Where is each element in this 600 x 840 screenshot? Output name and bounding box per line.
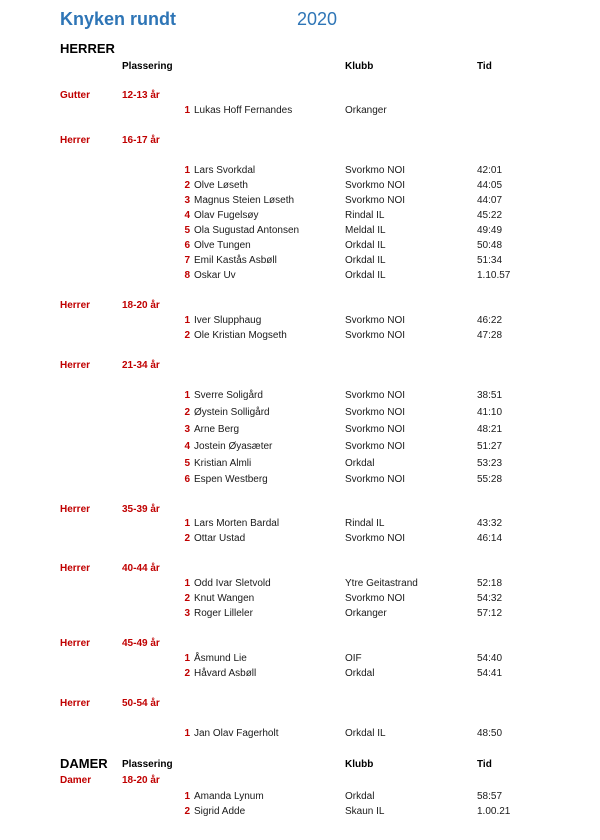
result-time: 54:32 [477, 593, 503, 604]
category-gender: Herrer [60, 698, 91, 709]
result-time: 44:07 [477, 195, 503, 206]
result-club: Orkanger [345, 608, 387, 619]
result-club: Svorkmo NOI [345, 533, 406, 544]
result-time: 54:40 [477, 653, 503, 664]
result-name: Emil Kastås Asbøll [194, 255, 277, 266]
category-gender: Herrer [60, 135, 91, 146]
result-club: Rindal IL [345, 210, 385, 221]
result-time: 54:41 [477, 668, 503, 679]
result-name: Espen Westberg [194, 474, 268, 485]
category-gender: Herrer [60, 504, 91, 515]
category-gender: Herrer [60, 563, 91, 574]
result-rank: 1 [184, 390, 190, 401]
result-rank: 5 [184, 225, 190, 236]
result-club: Svorkmo NOI [345, 330, 406, 341]
result-name: Ole Kristian Mogseth [194, 330, 287, 341]
result-rank: 2 [184, 330, 190, 341]
result-name: Øystein Solligård [194, 407, 270, 418]
result-rank: 4 [184, 441, 190, 452]
result-time: 46:14 [477, 533, 503, 544]
result-club: Orkdal [345, 668, 375, 679]
result-name: Lukas Hoff Fernandes [194, 105, 293, 116]
category-age: 50-54 år [122, 698, 160, 709]
result-rank: 6 [184, 240, 190, 251]
result-rank: 1 [184, 791, 190, 802]
result-club: Svorkmo NOI [345, 390, 406, 401]
result-name: Knut Wangen [194, 593, 255, 604]
column-header-klubb: Klubb [345, 61, 374, 72]
result-rank: 4 [184, 210, 190, 221]
result-name: Arne Berg [194, 424, 240, 435]
result-time: 44:05 [477, 180, 503, 191]
result-name: Amanda Lynum [194, 791, 264, 802]
result-rank: 3 [184, 424, 190, 435]
category-gender: Damer [60, 775, 92, 786]
category-age: 16-17 år [122, 135, 160, 146]
result-time: 1.10.57 [477, 270, 511, 281]
column-header-plassering: Plassering [122, 759, 173, 770]
result-time: 49:49 [477, 225, 503, 236]
category-age: 12-13 år [122, 90, 160, 101]
result-club: Svorkmo NOI [345, 315, 406, 326]
result-name: Iver Slupphaug [194, 315, 262, 326]
column-header-klubb: Klubb [345, 759, 374, 770]
page-title: Knyken rundt [60, 9, 177, 29]
result-name: Odd Ivar Sletvold [194, 578, 271, 589]
result-time: 45:22 [477, 210, 503, 221]
result-rank: 2 [184, 593, 190, 604]
result-club: Svorkmo NOI [345, 424, 406, 435]
result-club: Orkanger [345, 105, 387, 116]
result-club: Svorkmo NOI [345, 180, 406, 191]
year-label: 2020 [297, 9, 338, 29]
result-club: Orkdal IL [345, 255, 386, 266]
result-name: Jostein Øyasæter [194, 441, 273, 452]
result-name: Kristian Almli [194, 458, 252, 469]
category-gender: Herrer [60, 300, 91, 311]
result-name: Sigrid Adde [194, 806, 246, 817]
result-name: Olve Tungen [194, 240, 251, 251]
result-name: Magnus Steien Løseth [194, 195, 295, 206]
result-time: 48:50 [477, 728, 503, 739]
result-name: Håvard Asbøll [194, 668, 257, 679]
category-age: 18-20 år [122, 300, 160, 311]
result-time: 48:21 [477, 424, 503, 435]
column-header-tid: Tid [477, 61, 492, 72]
result-rank: 1 [184, 578, 190, 589]
result-club: Skaun IL [345, 806, 385, 817]
result-rank: 2 [184, 806, 190, 817]
section-title-herrer: HERRER [60, 41, 115, 56]
result-club: Svorkmo NOI [345, 165, 406, 176]
result-rank: 7 [184, 255, 190, 266]
result-time: 55:28 [477, 474, 503, 485]
result-rank: 2 [184, 180, 190, 191]
result-name: Olav Fugelsøy [194, 210, 259, 221]
result-time: 50:48 [477, 240, 503, 251]
result-rank: 3 [184, 195, 190, 206]
result-club: Orkdal [345, 791, 375, 802]
result-name: Sverre Soligård [194, 390, 263, 401]
category-age: 35-39 år [122, 504, 160, 515]
result-club: Rindal IL [345, 518, 385, 529]
result-club: Orkdal IL [345, 240, 386, 251]
result-club: Svorkmo NOI [345, 407, 406, 418]
result-club: Orkdal IL [345, 270, 386, 281]
result-club: Svorkmo NOI [345, 593, 406, 604]
result-name: Ottar Ustad [194, 533, 246, 544]
result-rank: 1 [184, 653, 190, 664]
result-rank: 1 [184, 315, 190, 326]
result-time: 43:32 [477, 518, 503, 529]
category-gender: Gutter [60, 90, 90, 101]
result-rank: 8 [184, 270, 190, 281]
result-rank: 2 [184, 668, 190, 679]
section-title-damer: DAMER [60, 756, 108, 771]
result-rank: 3 [184, 608, 190, 619]
result-rank: 2 [184, 407, 190, 418]
result-rank: 1 [184, 105, 190, 116]
result-time: 53:23 [477, 458, 503, 469]
category-age: 40-44 år [122, 563, 160, 574]
result-time: 42:01 [477, 165, 503, 176]
result-name: Oskar Uv [194, 270, 236, 281]
category-age: 18-20 år [122, 775, 160, 786]
result-time: 52:18 [477, 578, 503, 589]
result-club: Svorkmo NOI [345, 195, 406, 206]
result-name: Ola Sugustad Antonsen [194, 225, 300, 236]
result-name: Åsmund Lie [194, 653, 247, 664]
result-name: Olve Løseth [194, 180, 248, 191]
result-name: Jan Olav Fagerholt [194, 728, 279, 739]
result-club: OIF [345, 653, 362, 664]
result-name: Roger Lilleler [194, 608, 253, 619]
result-time: 58:57 [477, 791, 503, 802]
result-time: 41:10 [477, 407, 503, 418]
result-time: 1.00.21 [477, 806, 511, 817]
result-rank: 1 [184, 165, 190, 176]
result-club: Ytre Geitastrand [345, 578, 418, 589]
result-time: 51:34 [477, 255, 503, 266]
category-age: 45-49 år [122, 638, 160, 649]
result-rank: 5 [184, 458, 190, 469]
result-time: 57:12 [477, 608, 503, 619]
result-club: Orkdal IL [345, 728, 386, 739]
result-rank: 1 [184, 518, 190, 529]
result-club: Meldal IL [345, 225, 386, 236]
result-club: Orkdal [345, 458, 375, 469]
result-club: Svorkmo NOI [345, 441, 406, 452]
result-rank: 1 [184, 728, 190, 739]
column-header-plassering: Plassering [122, 61, 173, 72]
result-club: Svorkmo NOI [345, 474, 406, 485]
result-time: 46:22 [477, 315, 503, 326]
result-time: 51:27 [477, 441, 503, 452]
category-age: 21-34 år [122, 360, 160, 371]
result-name: Lars Svorkdal [194, 165, 256, 176]
column-header-tid: Tid [477, 759, 492, 770]
result-rank: 6 [184, 474, 190, 485]
category-gender: Herrer [60, 360, 91, 371]
category-gender: Herrer [60, 638, 91, 649]
result-rank: 2 [184, 533, 190, 544]
result-name: Lars Morten Bardal [194, 518, 280, 529]
result-time: 38:51 [477, 390, 503, 401]
result-time: 47:28 [477, 330, 503, 341]
